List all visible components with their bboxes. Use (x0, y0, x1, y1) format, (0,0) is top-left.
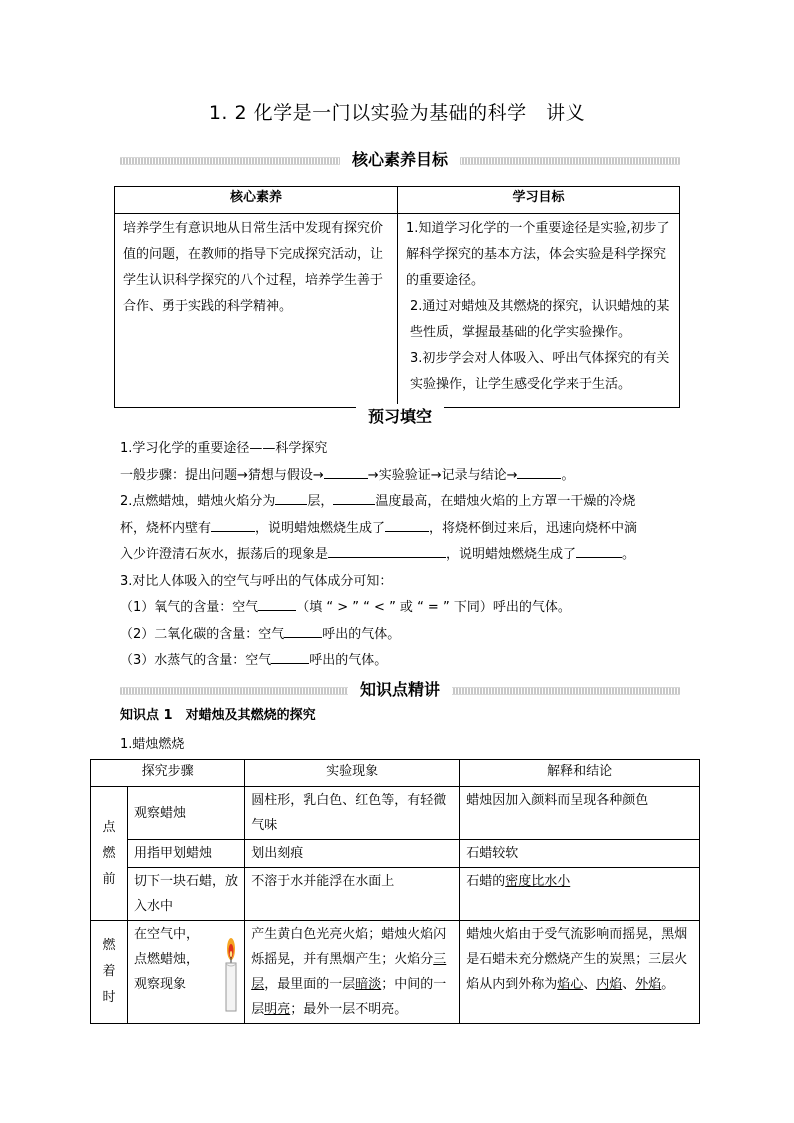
conclusion-text: 石蜡的 (466, 874, 506, 889)
learning-goal-2: 2.通过对蜡烛及其燃烧的探究，认识蜡烛的某些性质，掌握最基础的化学实验操作。 (410, 299, 670, 340)
preview-text: 1.学习化学的重要途径——科学探究 (120, 441, 328, 456)
answer-blank[interactable] (333, 490, 375, 505)
candle-flame-icon (222, 937, 240, 1013)
observation-key-term: 明亮 (264, 1002, 291, 1017)
conclusion-text: 。 (661, 977, 675, 992)
answer-blank[interactable] (576, 543, 622, 558)
preview-line (120, 622, 690, 649)
answer-blank[interactable] (324, 464, 368, 479)
core-literacy-text: 培养学生有意识地从日常生活中发现有探究价值的问题，在教师的指导下完成探究活动，让学生认识科学探究的八个过程，培养学生善于合作、勇于实践的科学精神。 (123, 221, 384, 314)
preview-text: ，说明蜡烛燃烧生成了 (446, 547, 577, 562)
page-title: 1. 2 化学是一门以实验为基础的科学 讲义 (208, 102, 586, 124)
preview-text: （1）氧气的含量：空气 (120, 600, 259, 615)
section-title-preview: 预习填空 (356, 404, 444, 430)
core-literacy-cell (115, 214, 398, 408)
preview-text: （2）二氧化碳的含量：空气 (120, 626, 285, 642)
preview-text: 。 (622, 547, 636, 562)
table-row (91, 868, 700, 921)
learning-goals-cell (398, 214, 680, 408)
table-row (91, 840, 700, 868)
preview-text: 温度最高，在蜡烛火焰的上方罩一干燥的冷烧 (375, 494, 636, 509)
knowledge-subheading: 1.蜡烛燃烧 (120, 737, 185, 752)
preview-fill-in (120, 436, 690, 675)
observation-cell: 划出刻痕 (245, 840, 460, 868)
preview-line (120, 489, 690, 516)
observation-cell: 圆柱形，乳白色、红色等，有轻微气味 (245, 787, 460, 840)
conclusion-key-term: 外焰 (635, 977, 662, 992)
step-cell: 切下一块石蜡，放入水中 (128, 868, 245, 921)
observation-key-term: 暗淡 (355, 977, 382, 992)
section-title-knowledge: 知识点精讲 (348, 677, 452, 703)
observation-cell (245, 921, 460, 1024)
stage-before-lighting (91, 787, 128, 921)
section-banner-knowledge (120, 677, 680, 703)
preview-text: 入少许澄清石灰水，振荡后的现象是 (120, 547, 329, 562)
observation-cell: 不溶于水并能浮在水面上 (245, 868, 460, 921)
answer-blank[interactable] (284, 623, 322, 638)
step-cell (128, 921, 245, 1024)
knowledge-point-title: 知识点 1 对蜡烛及其燃烧的探究 (120, 708, 316, 723)
conclusion-text: 、 (622, 977, 636, 992)
answer-blank[interactable] (275, 490, 307, 505)
observation-text: 产生黄白色光亮火焰；蜡烛火焰闪烁摇晃，并有黑烟产生；火焰分 (251, 927, 447, 967)
conclusion-cell: 石蜡较软 (460, 840, 700, 868)
preview-text: ，说明蜡烛燃烧生成了 (255, 520, 386, 536)
preview-line (120, 542, 690, 569)
header-observations: 实验现象 (245, 760, 460, 787)
learning-goal-1: 1.知道学习化学的一个重要途径是实验,初步了解科学探究的基本方法，体会实验是科学探究的重要途径。 (406, 221, 670, 288)
conclusion-cell (460, 868, 700, 921)
preview-text: 呼出的气体。 (309, 653, 388, 668)
conclusion-cell (460, 921, 700, 1024)
core-goals-table (114, 186, 680, 408)
conclusion-key-term: 焰心 (557, 977, 584, 992)
conclusion-text: 、 (583, 977, 597, 992)
stage-char: 时 (102, 990, 116, 1005)
stage-char: 燃 (102, 938, 116, 953)
answer-blank[interactable] (258, 596, 296, 611)
answer-blank[interactable] (385, 517, 429, 532)
table-row (91, 787, 700, 840)
preview-line (120, 463, 690, 490)
section-banner-preview (120, 404, 680, 430)
candle-experiment-table (90, 759, 700, 1024)
preview-text: ，将烧杯倒过来后，迅速向烧杯中滴 (429, 520, 638, 536)
step-cell: 观察蜡烛 (128, 787, 245, 840)
preview-text: 2.点燃蜡烛，蜡烛火焰分为 (120, 494, 276, 509)
stage-during-burning (91, 921, 128, 1024)
header-steps: 探究步骤 (91, 760, 245, 787)
conclusion-text: 蜡烛火焰由于受气流影响而摇晃，黑烟是石蜡未充分燃烧产生的炭黑；三层火焰从内到外称为 (466, 927, 688, 992)
observation-text: ，最里面的一层 (264, 977, 356, 992)
preview-text: 。 (561, 467, 575, 483)
learning-goal-3: 3.初步学会对人体吸入、呼出气体探究的有关实验操作，让学生感受化学来于生活。 (410, 351, 670, 392)
conclusion-cell: 蜡烛因加入颜料而呈现各种颜色 (460, 787, 700, 840)
observation-text: ；中间的一层 (251, 977, 447, 1017)
preview-text: 呼出的气体。 (322, 626, 401, 642)
preview-text: （填 “ > ” “ < ” 或 “ = ” 下同）呼出的气体。 (296, 600, 571, 615)
preview-line (120, 436, 690, 463)
header-conclusions: 解释和结论 (460, 760, 700, 787)
preview-line (120, 595, 690, 622)
preview-text: →实验验证→记录与结论→ (367, 467, 518, 483)
stage-char: 点 (102, 819, 116, 835)
preview-text: 一般步骤：提出问题→猜想与假设→ (120, 467, 324, 483)
answer-blank[interactable] (211, 517, 255, 532)
observation-text: ；最外一层不明亮。 (290, 1002, 408, 1017)
preview-line (120, 516, 690, 543)
table-row (91, 921, 700, 1024)
preview-line (120, 648, 690, 675)
step-text: 在空气中，点燃蜡烛，观察现象 (134, 927, 200, 992)
section-banner-core (120, 147, 680, 173)
preview-line (120, 569, 690, 596)
preview-text: 杯，烧杯内壁有 (120, 520, 212, 536)
preview-text: 3.对比人体吸入的空气与呼出的气体成分可知： (120, 573, 393, 589)
observation-key-term: 三层 (251, 952, 447, 992)
header-learning-goals: 学习目标 (398, 187, 680, 214)
step-cell: 用指甲划蜡烛 (128, 840, 245, 868)
conclusion-key-term: 密度比水小 (505, 874, 571, 889)
header-core-literacy: 核心素养 (115, 187, 398, 214)
stage-char: 燃 (102, 845, 116, 861)
stage-char: 前 (102, 871, 116, 887)
answer-blank[interactable] (271, 649, 309, 664)
answer-blank[interactable] (328, 543, 446, 558)
stage-char: 着 (102, 964, 116, 979)
preview-text: 层， (307, 494, 334, 509)
section-title-core: 核心素养目标 (340, 147, 460, 173)
answer-blank[interactable] (517, 464, 561, 479)
preview-text: （3）水蒸气的含量：空气 (120, 653, 272, 668)
conclusion-key-term: 内焰 (596, 977, 623, 992)
